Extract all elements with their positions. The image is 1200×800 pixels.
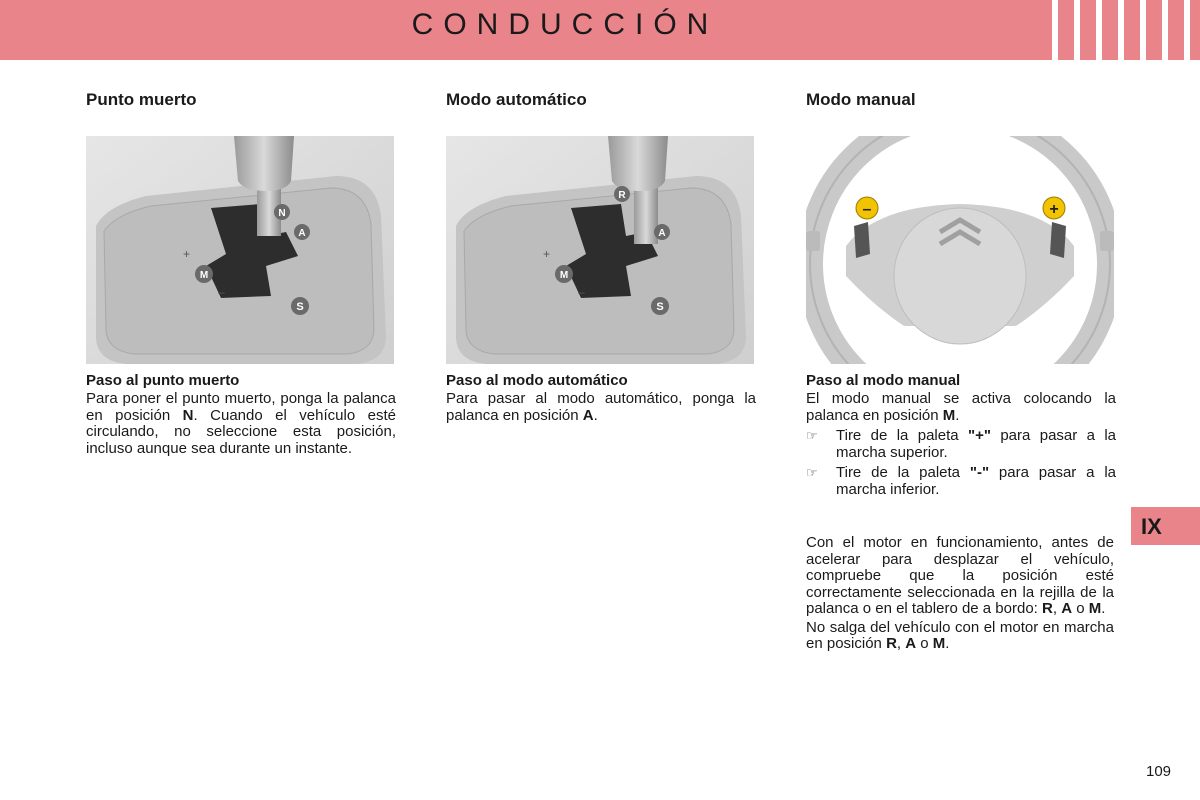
page-number: 109 xyxy=(1146,763,1172,780)
section-heading: Modo manual xyxy=(806,90,916,109)
pointing-hand-icon: ☞ xyxy=(806,428,818,443)
gate-label-s: S xyxy=(656,301,664,313)
gear-selector-illustration xyxy=(86,136,394,364)
subheading: Paso al punto muerto xyxy=(86,372,240,389)
gate-label-minus: – xyxy=(218,285,225,299)
gate-label-s: S xyxy=(296,301,304,313)
instruction-text: El modo manual se activa colocando la palanca en posición M. xyxy=(806,390,1116,424)
paddle-plus-label: + xyxy=(1049,201,1059,218)
chapter-tab[interactable]: IX xyxy=(1131,507,1200,545)
chapter-title: CONDUCCIÓN xyxy=(411,8,719,41)
bullet-upshift: ☞ Tire de la paleta "+" para pasar a la marcha superior. xyxy=(806,427,1116,461)
bullet-downshift: ☞ Tire de la paleta "-" para pasar a la marcha inferior. xyxy=(806,464,1116,498)
page-header xyxy=(0,0,1200,60)
gate-label-plus: + xyxy=(543,247,551,261)
note-paragraph-1: Con el motor en funcionamiento, antes de acelerar para desplazar el vehículo, compruebe que la posición esté correctamente seleccionada en la rejilla de la palanca o en el tablero de a bordo: R, A o M. xyxy=(806,534,1114,617)
subheading: Paso al modo automático xyxy=(446,372,628,389)
gate-label-plus: + xyxy=(183,247,191,261)
instruction-text: Para poner el punto muerto, ponga la palanca en posición N. Cuando el vehículo esté circulando, no seleccione esta posición, incluso aunque sea durante un instante. xyxy=(86,390,397,457)
section-neutral xyxy=(86,90,396,457)
safety-note xyxy=(806,535,1114,655)
gate-label-m: M xyxy=(559,270,569,281)
gate-label-minus: – xyxy=(578,285,585,299)
gate-label-a: A xyxy=(298,228,306,239)
gate-label-m: M xyxy=(199,270,209,281)
gate-label-n: N xyxy=(278,208,286,219)
section-automatic xyxy=(446,90,756,424)
paddle-minus-label: – xyxy=(862,201,872,218)
steering-wheel-illustration xyxy=(806,136,1114,364)
note-paragraph-2: No salga del vehículo con el motor en marcha en posición R, A o M. xyxy=(806,618,1114,652)
pointing-hand-icon: ☞ xyxy=(806,465,818,480)
subheading: Paso al modo manual xyxy=(806,372,961,389)
section-heading: Modo automático xyxy=(446,90,587,109)
gate-label-a: A xyxy=(658,228,666,239)
section-heading: Punto muerto xyxy=(86,90,197,109)
gear-selector-illustration xyxy=(446,136,754,364)
instruction-text: Para pasar al modo automático, ponga la palanca en posición A. xyxy=(446,390,756,424)
gate-label-r: R xyxy=(618,190,626,201)
section-manual xyxy=(806,90,1116,498)
